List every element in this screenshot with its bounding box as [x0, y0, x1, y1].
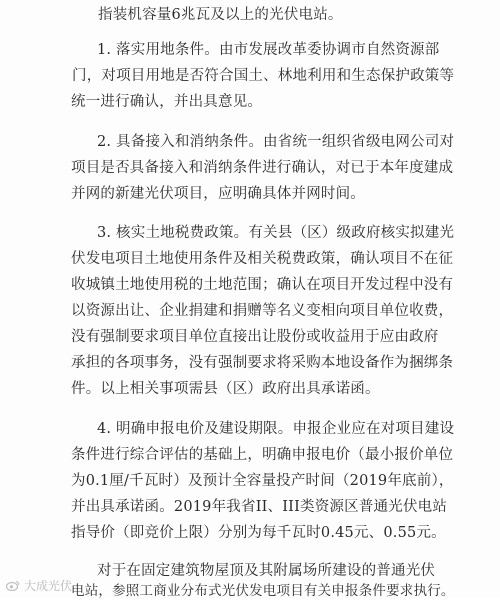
text-line-19: 指导价（即竞价上限）分别为每千瓦时0.45元、0.55元。 [71, 525, 446, 541]
text-line-17: 为0.1厘/千瓦时）及预计全容量投产时间（2019年底前）， [71, 473, 454, 489]
watermark [6, 577, 72, 594]
text-line-13: 承担的各项事务，没有强制要求将采购本地设备作为捆绑条 [71, 355, 454, 371]
text-line-12: 没有强制要求项目单位直接出让股份或收益用于应由政府 [71, 329, 439, 345]
text-line-18: 并出具承诺函。2019年我省II、III类资源区普通光伏电站 [71, 499, 448, 515]
text-line-3: 门，对项目用地是否符合国土、林地利用和生态保护政策等 [72, 68, 455, 84]
text-line-5: 2. 具备接入和消纳条件。由省统一组织省级电网公司对 [97, 134, 455, 150]
text-line-7: 并网的新建光伏项目，应明确具体并网时间。 [71, 186, 365, 202]
text-line-21: 电站，参照工商业分布式光伏发电项目有关申报条件要求执行。 [71, 583, 455, 599]
watermark-text: 大成光伏 [24, 579, 73, 593]
text-line-15: 4. 明确申报电价及建设期限。申报企业应在对项目建设 [97, 421, 455, 437]
text-line-6: 项目是否具备接入和消纳条件进行确认，对已于本年度建成 [71, 160, 454, 176]
weibo-logo-icon [6, 580, 20, 591]
text-line-4: 统一进行确认，并出具意见。 [71, 94, 263, 110]
text-line-9: 伏发电项目土地使用条件及相关税费政策，确认项目不在征 [71, 251, 454, 267]
text-line-8: 3. 核实土地税费政策。有关县（区）级政府核实拟建光 [97, 225, 455, 241]
text-line-2: 1. 落实用地条件。由市发展改革委协调市自然资源部 [97, 42, 440, 58]
text-line-16: 条件进行综合评估的基础上，明确申报电价（最小报价单位 [71, 447, 454, 463]
text-line-14: 件。以上相关事项需县（区）政府出具承诺函。 [71, 381, 380, 397]
text-line-11: 以资源出让、企业捐建和捐赠等名义变相向项目单位收费， [71, 303, 454, 319]
text-line-1: 指装机容量6兆瓦及以上的光伏电站。 [98, 7, 343, 23]
text-line-10: 收城镇土地使用税的土地范围；确认在项目开发过程中没有 [71, 277, 454, 293]
text-line-20: 对于在固定建筑物屋顶及其附属场所建设的普通光伏 [97, 563, 436, 579]
